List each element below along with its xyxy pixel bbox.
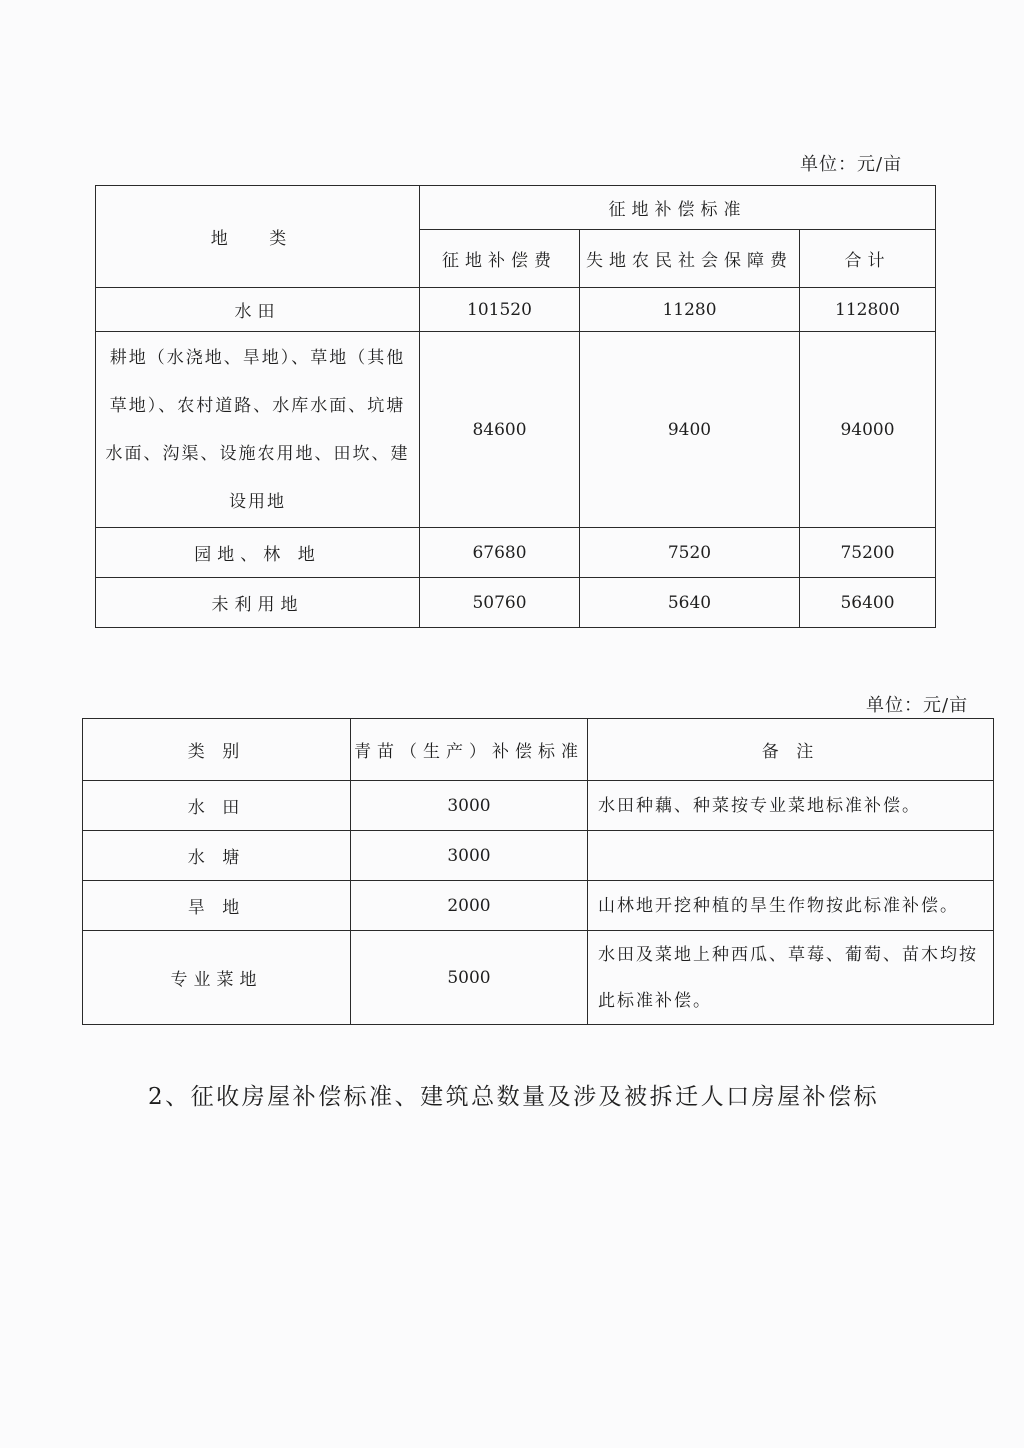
land-type-cell: 园地、林 地 <box>96 528 420 578</box>
header-remarks: 备 注 <box>588 719 994 781</box>
social-fee-cell: 7520 <box>580 528 800 578</box>
crop-compensation-table <box>82 718 994 1025</box>
category-cell: 水 田 <box>83 781 351 831</box>
social-fee-cell: 11280 <box>580 288 800 332</box>
total-cell: 75200 <box>800 528 936 578</box>
header-crop-standard: 青苗（生产）补偿标准 <box>351 719 588 781</box>
header-land-type: 地 类 <box>96 186 420 288</box>
land-type-cell: 未利用地 <box>96 578 420 628</box>
table2-unit-label: 单位：元/亩 <box>866 695 969 716</box>
remark-cell: 水田及菜地上种西瓜、草莓、葡萄、苗木均按此标准补偿。 <box>588 931 994 1025</box>
land-type-cell <box>96 332 420 528</box>
category-cell: 水 塘 <box>83 831 351 881</box>
land-fee-cell: 101520 <box>420 288 580 332</box>
table-row <box>83 831 994 881</box>
table-header-row <box>96 186 936 230</box>
category-cell: 旱 地 <box>83 881 351 931</box>
header-category: 类 别 <box>83 719 351 781</box>
social-fee-cell: 5640 <box>580 578 800 628</box>
table-row <box>83 931 994 1025</box>
crop-standard-cell: 5000 <box>351 931 588 1025</box>
table1-unit-label: 单位：元/亩 <box>800 154 903 175</box>
table-header-row <box>83 719 994 781</box>
land-fee-cell: 84600 <box>420 332 580 528</box>
remark-cell: 水田种藕、种菜按专业菜地标准补偿。 <box>588 781 994 831</box>
table-row <box>96 528 936 578</box>
table-row <box>96 288 936 332</box>
crop-standard-cell: 2000 <box>351 881 588 931</box>
table-row <box>83 881 994 931</box>
header-social-security-fee: 失地农民社会保障费 <box>580 230 800 288</box>
land-type-text: 耕地（水浇地、旱地）、草地（其他草地）、农村道路、水库水面、坑塘水面、沟渠、设施农用地、田坎、建设用地 <box>105 347 410 512</box>
header-total: 合计 <box>800 230 936 288</box>
total-cell: 112800 <box>800 288 936 332</box>
table-row <box>96 578 936 628</box>
crop-standard-cell: 3000 <box>351 781 588 831</box>
social-fee-cell: 9400 <box>580 332 800 528</box>
table-row <box>96 332 936 528</box>
remark-cell <box>588 831 994 881</box>
total-cell: 94000 <box>800 332 936 528</box>
land-fee-cell: 50760 <box>420 578 580 628</box>
remark-cell: 山林地开挖种植的旱生作物按此标准补偿。 <box>588 881 994 931</box>
land-compensation-table <box>95 185 936 628</box>
total-cell: 56400 <box>800 578 936 628</box>
crop-standard-cell: 3000 <box>351 831 588 881</box>
header-land-fee: 征地补偿费 <box>420 230 580 288</box>
land-fee-cell: 67680 <box>420 528 580 578</box>
section-2-heading: 2、征收房屋补偿标准、建筑总数量及涉及被拆迁人口房屋补偿标 <box>148 1084 880 1110</box>
table-row <box>83 781 994 831</box>
header-compensation-standard: 征地补偿标准 <box>420 186 936 230</box>
land-type-cell: 水田 <box>96 288 420 332</box>
category-cell: 专业菜地 <box>83 931 351 1025</box>
